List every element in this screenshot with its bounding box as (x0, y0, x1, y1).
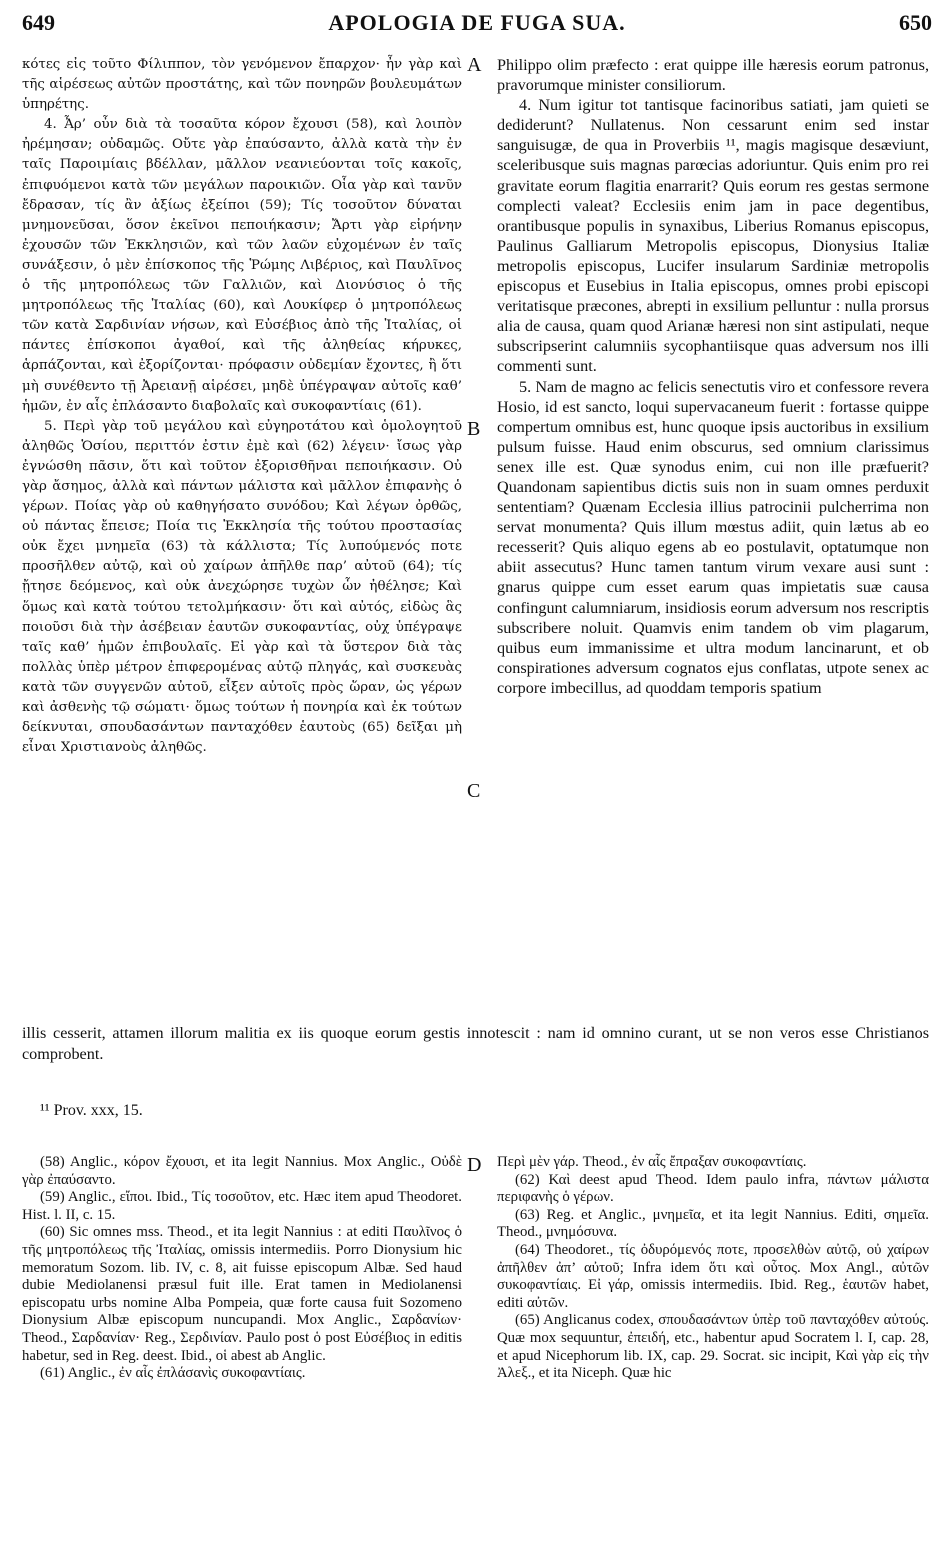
column-marker-b: B (467, 418, 481, 440)
column-marker-c: C (467, 780, 481, 802)
column-marker-d: D (467, 1154, 482, 1176)
greek-column (22, 55, 462, 758)
footnote: (64) Theodoret., τίς ὀδυρόμενός ποτε, προσελθὼν αὐτῷ, οὐ χαίρων ἀπῆλθεν ἀπ’ αὐτοῦ; Infra idem ὅτι καὶ οὗτος. Mox Angl., αὐτῶν συκοφαντίαις. Εἰ γάρ, omissis intermediis. Ibid. Reg., ἑαυτῶν habet, editi αὐτῶν. (497, 1241, 929, 1311)
latin-column (497, 55, 929, 698)
notes-left-column (22, 1154, 462, 1383)
footnote: (63) Reg. et Anglic., μνημεῖα, et ita legit Nannius. Editi, σημεῖα. Theod., μνημόσυνα. (497, 1206, 929, 1241)
greek-paragraph: κότες εἰς τοῦτο Φίλιππον, τὸν γενόμενον ἔπαρχον· ἦν γὰρ καὶ τῆς αἱρέσεως αὐτῶν προστάτης, καὶ τῶν πονηρῶν βουλευμάτων ὑπηρέτης. (22, 57, 462, 113)
latin-paragraph: 4. Num igitur tot tantisque facinoribus satiati, jam quieti se dediderunt? Nullatenus. Non cessarunt enim sed instar sanguisugæ, de qua in Proverbiis ¹¹, magis magisque desæviunt, sceleribusque suis magnas parœcias adoriuntur. Quis enim pro rei gravitate eorum flagitia enarrarit? Quis eorum res gestas sermone complecti valeat? Ecclesiis enim jam in pace degentibus, orantibusque populis in synaxibus, Liberius Romanus episcopus, Paulinus Galliarum Metropolis episcopus, Dionysius Italiæ metropolis episcopus, Lucifer insularum Sardiniæ metropolis episcopus et Eusebius in Italia episcopus, omnes probi episcopi veritatisque præcones, abrepti in exsilium pelluntur : nulla prorsus alia de causa, quam quod Arianæ hæresi non sint astipulati, neque subscripserint calumniis sycophantiisque quas adversum nos illi commenti sunt. (497, 96, 929, 376)
greek-paragraph: 4. Ἆρ’ οὖν διὰ τὰ τοσαῦτα κόρον ἔχουσι (58), καὶ λοιπὸν ἠρέμησαν; οὐδαμῶς. Οὔτε γὰρ ἐπαύσαντο, ἀλλὰ κατὰ τὴν ἐν ταῖς Παροιμίαις βδέλλαν, μᾶλλον νεανιεύονται τοῖς κακοῖς, ἐπιφυόμενοι κατὰ τῶν μεγάλων παροικιῶν. Οἷα γὰρ καὶ τανῦν ἔδρασαν, τίς ἂν ἀξίως ἐξείποι (59); Τίς τοσοῦτον δύναται μνημονεῦσαι, ὅσον ἐκεῖνοι πεποιήκασιν; Ἄρτι γὰρ εἰρήνην ἐχουσῶν τῶν Ἐκκλησιῶν, καὶ τῶν λαῶν εὐχομένων ἐν ταῖς συνάξεσιν, ὁ μὲν ἐπίσκοπος τῆς Ῥώμης Λιβέριος, καὶ Παυλῖνος ὁ τῆς μητροπόλεως τῶν Γαλλιῶν, καὶ Διονύσιος ὁ τῆς μητροπόλεως τῆς Ἰταλίας (60), καὶ Λουκίφερ ὁ μητροπόλεως τῶν κατὰ Σαρδινίαν νήσων, καὶ Εὐσέβιος ἀπὸ τῆς Ἰταλίας, οἱ πάντες ἐπίσκοποι ἀγαθοί, καὶ τῆς ἀληθείας κήρυκες, ἁρπάζονται, καὶ ἐξορίζονται· πρόφασιν οὐδεμίαν ἔχοντες, ἢ ὅτι μὴ συνέθεντο τῇ Ἀρειανῇ αἱρέσει, μηδὲ ὑπέγραψαν αὐτοῖς καθ’ ἡμῶν, ἐν αἷς ἐπλάσαντο διαβολαῖς καὶ συκοφαντίαις (61). (22, 117, 462, 414)
footnote: (62) Καὶ deest apud Theod. Idem paulo infra, πάντων μάλιστα περιφανὴς ὁ γέρων. (497, 1171, 929, 1206)
latin-paragraph: Philippo olim præfecto : erat quippe ille hæresis eorum patronus, pravorumque minister consiliorum. (497, 56, 929, 95)
notes-right-column (497, 1154, 929, 1383)
page-number-right: 650 (899, 10, 932, 35)
latin-continuation: illis cesserit, attamen illorum malitia ex iis quoque eorum gestis innotescit : nam id omnino curant, ut se non veros esse Christianos comprobent. (22, 1024, 929, 1063)
footnote: (61) Anglic., ἐν αἷς ἐπλάσανὶς συκοφαντίαις. (40, 1365, 306, 1382)
footnote: (65) Anglicanus codex, σπουδασάντων ὑπὲρ τοῦ πανταχόθεν αὐτούς. Quæ mox sequuntur, ἐπειδή, etc., habentur apud Socratem l. I, cap. 28, et apud Nicephorum lib. IX, cap. 29. Socrat. sic incipit, Καὶ γὰρ εἰς τὴν Ἀλεξ., et ita Niceph. Quæ hic (497, 1312, 929, 1382)
page-number-left: 649 (22, 10, 55, 35)
footnote: (59) Anglic., εἴποι. Ibid., Τίς τοσοῦτον, etc. Hæc item apud Theodoret. Hist. l. II, c. 15. (22, 1189, 462, 1223)
footnote: (60) Sic omnes mss. Theod., et ita legit Nannius : at editi Παυλῖνος ὁ τῆς μητροπόλεως τῆς Ἰταλίας, omissis intermediis. Porro Dionysium hic memoratum Sozom. lib. IV, c. 8, ait fuisse episcopum Albæ. Sed haud dubie Mediolanensi præsul fuit ille. Erat tamen in Mediolanensi episcopatu urbs nomine Alba Pompeia, quæ forte causa fuit Sozomeno Dionysium Albæ episcopum nuncupandi. Mox Anglic., Σαρδανίων· Theod., Σαρδανίαν· Reg., Σερδινίαν. Paulo post ὁ post Εὐσέβιος in editis habetur, sed in Reg. deest. Ibid., οἱ abest ab Anglic. (22, 1224, 462, 1364)
bible-footnote: ¹¹ Prov. xxx, 15. (40, 1102, 143, 1119)
page-title: APOLOGIA DE FUGA SUA. (328, 10, 626, 35)
running-header (22, 10, 932, 40)
footnote: (58) Anglic., κόρον ἔχουσι, et ita legit Nannius. Mox Anglic., Οὐδὲ γὰρ ἐπαύσαντο. (22, 1154, 462, 1188)
greek-paragraph: 5. Περὶ γὰρ τοῦ μεγάλου καὶ εὐγηροτάτου καὶ ὁμολογητοῦ ἀληθῶς Ὁσίου, περιττόν ἐστιν ἐμὲ καὶ (62) λέγειν· ἴσως γὰρ ἐγνώσθη πᾶσιν, ὅτι καὶ τοῦτον ἐξορισθῆναι πεποιήκασιν. Οὐ γὰρ ἄσημος, ἀλλὰ καὶ πάντων μάλιστα καὶ μᾶλλον ἐπιφανὴς ὁ γέρων. Ποίας γὰρ οὐ καθηγήσατο συνόδου; Καὶ λέγων ὀρθῶς, οὐ πάντας ἔπεισε; Ποία τις Ἐκκλησία τῆς τούτου προστασίας οὐκ ἔχει μνημεῖα (63) τὰ κάλλιστα; Τίς λυπούμενός ποτε προσῆλθεν αὐτῷ, καὶ οὐ χαίρων ἀπῆλθε παρ’ αὐτοῦ (64); τίς ᾔτησε δεόμενος, καὶ οὐκ ἀνεχώρησε τυχὼν ὧν ἠθέλησε; Καὶ ὅμως καὶ κατὰ τούτου τετολμήκασιν· ὅτι καὶ αὐτός, εἰδὼς ἃς ποιοῦσι διὰ τὴν ἀσέβειαν ἑαυτῶν συκοφαντίας, οὐχ ὑπέγραψε ταῖς καθ’ ἡμῶν ἐπιβουλαῖς. Εἰ γὰρ καὶ τὰ ὕστερον διὰ τὰς πολλὰς ὑπὲρ μέτρον ἐπιφερομένας αὐτῷ πληγάς, καὶ συσκευὰς κατὰ τῶν συγγενῶν αὐτοῦ, εἶξεν αὐτοῖς πρὸς ὥραν, ὡς γέρων καὶ ἀσθενὴς τῷ σώματι· ὅμως τούτων ἡ πονηρία καὶ ἐκ τούτων δείκνυται, σπουδασάντων πανταχόθεν ἑαυτοὺς (65) δεῖξαι μὴ εἶναι Χριστιανοὺς ἀληθῶς. (22, 418, 462, 756)
footnote: Περὶ μὲν γάρ. Theod., ἐν αἷς ἔπραξαν συκοφαντίαις. (497, 1154, 807, 1170)
latin-paragraph: 5. Nam de magno ac felicis senectutis viro et confessore revera Hosio, id est sancto, loqui supervacaneum fuerit : fortasse quippe compertum omnibus est, hunc quoque ipsis auctoribus in exsilium pulsum fuisse. Haud enim obscurus, sed omnium clarissimus senex ille est. Quæ synodus enim, cui non ille præfuerit? Quandonam sapientibus dictis suis non in suam omnes perduxit sententiam? Quænam Ecclesia illius patrocinii pulcherrima non servat monumenta? Quis illum mœstus adiit, quin lætus ab eo recesserit? Quis aliquo egens ab eo postulavit, optatumque non abiit assecutus? Hunc tamen tantum virum vexare ausi sunt : gnarus quippe cum esset earum quas impietatis suæ causa confingunt calumniarum, insidiosis eorum adversum nos rescriptis subscribere noluit. Quamvis enim tandem ob vim plagarum, quibus eum immanissime et ultra modum lancinarunt, et ob conspirationes adversum cognatos ejus conflatas, utpote senex ac corpore imbecillus, ad quoddam temporis spatium (497, 377, 929, 697)
column-marker-a: A (467, 54, 482, 76)
